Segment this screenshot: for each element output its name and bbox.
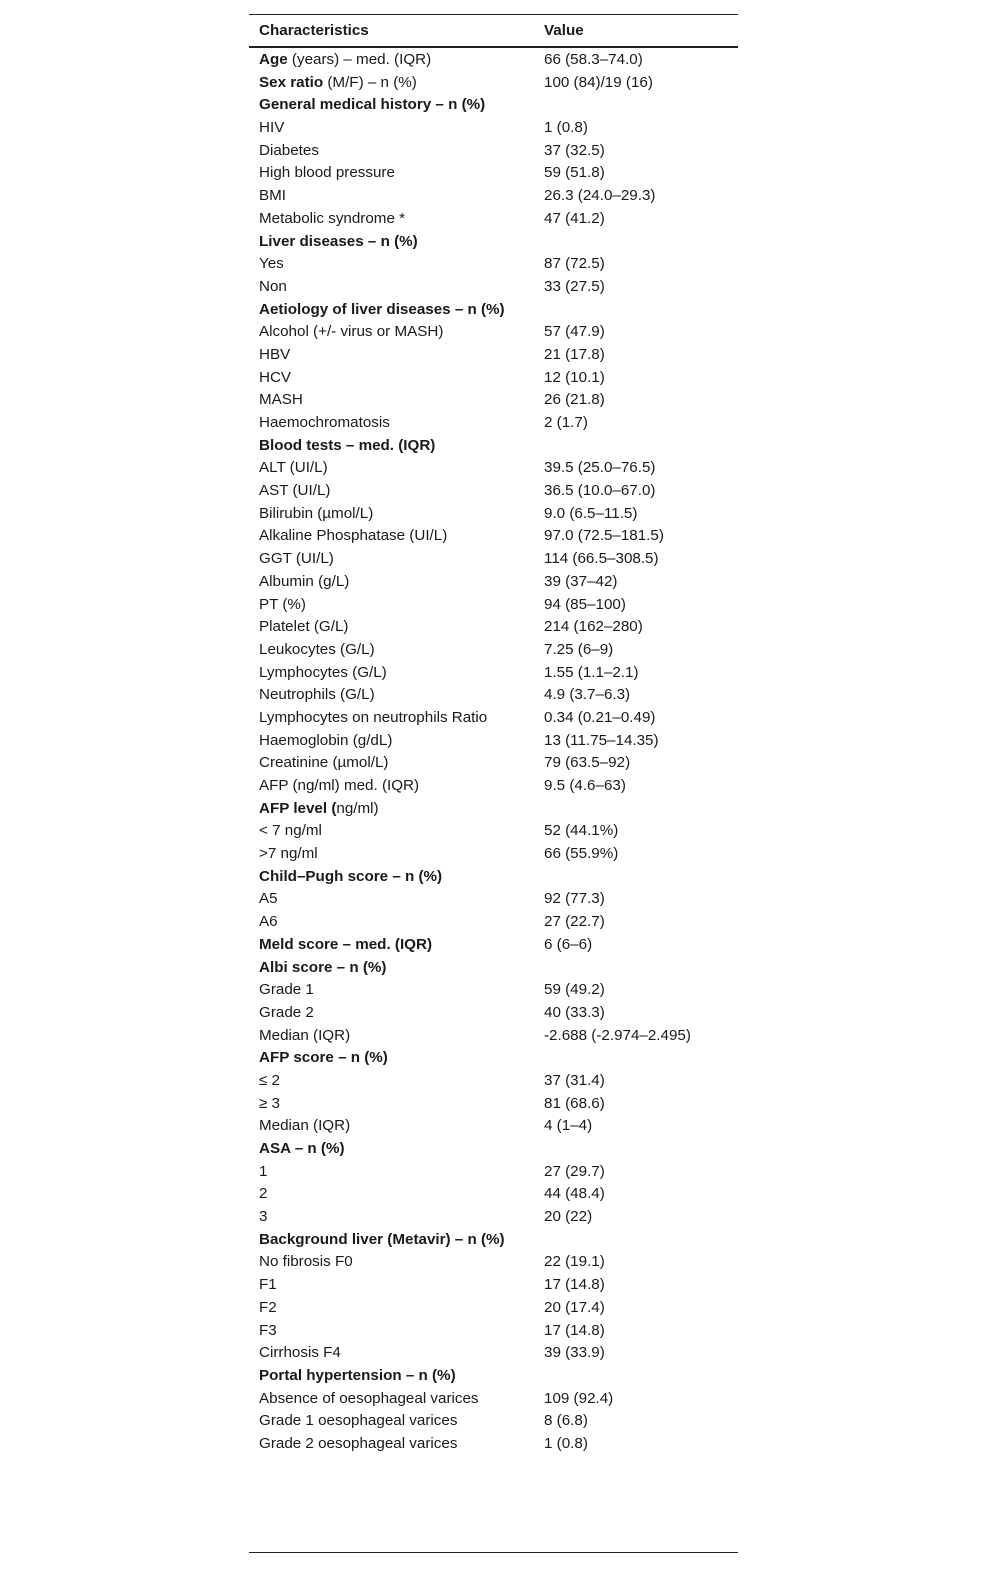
row-label [249, 94, 544, 117]
row-value [544, 1365, 738, 1388]
table-row [249, 389, 738, 412]
row-value [544, 866, 738, 889]
row-value [544, 1047, 738, 1070]
row-value [544, 1229, 738, 1252]
row-label [249, 1070, 544, 1093]
table-row [249, 1320, 738, 1343]
row-label [249, 140, 544, 163]
row-label [249, 1388, 544, 1411]
table-row [249, 435, 738, 458]
row-label-text: ALT (UI/L) [259, 459, 328, 477]
row-label-bold: Aetiology of liver diseases – n (%) [259, 300, 505, 318]
row-value: 39.5 (25.0–76.5) [544, 459, 656, 477]
table-row [249, 752, 738, 775]
row-label [249, 162, 544, 185]
table-row [249, 480, 738, 503]
row-label-text: A5 [259, 890, 278, 908]
row-label-bold: Sex ratio [259, 73, 324, 91]
table-row [249, 49, 738, 72]
table-row [249, 866, 738, 889]
row-label [249, 208, 544, 231]
row-label [249, 934, 544, 957]
table-row [249, 639, 738, 662]
row-label [249, 911, 544, 934]
table-row [249, 1274, 738, 1297]
row-label-text: A6 [259, 913, 278, 931]
row-value: 40 (33.3) [544, 1003, 605, 1021]
row-label-text: Cirrhosis F4 [259, 1344, 341, 1362]
row-label-text: AST (UI/L) [259, 482, 331, 500]
row-value: 12 (10.1) [544, 368, 605, 386]
row-label [249, 457, 544, 480]
row-label [249, 1433, 544, 1456]
row-label-text: Neutrophils (G/L) [259, 686, 375, 704]
row-value: 9.0 (6.5–11.5) [544, 504, 638, 522]
row-label-text: HIV [259, 119, 285, 137]
row-label-text: Median (IQR) [259, 1117, 351, 1135]
table-row [249, 662, 738, 685]
table-row [249, 344, 738, 367]
row-label-text: GGT (UI/L) [259, 550, 334, 568]
row-label [249, 1138, 544, 1161]
row-value: 94 (85–100) [544, 595, 626, 613]
row-value: 6 (6–6) [544, 935, 593, 953]
table-row [249, 457, 738, 480]
row-label [249, 117, 544, 140]
row-label [249, 480, 544, 503]
row-label [249, 548, 544, 571]
row-label [249, 525, 544, 548]
row-label [249, 752, 544, 775]
row-label-text: Absence of oesophageal varices [259, 1389, 479, 1407]
row-label-bold: Albi score – n (%) [259, 958, 387, 976]
row-value: 57 (47.9) [544, 323, 605, 341]
table-row [249, 140, 738, 163]
row-label-text: 1 [259, 1162, 268, 1180]
row-label-text: Metabolic syndrome * [259, 209, 406, 227]
row-label [249, 1183, 544, 1206]
header-characteristics: Characteristics [259, 22, 369, 39]
row-value: 26 (21.8) [544, 391, 605, 409]
row-value: 37 (32.5) [544, 141, 605, 159]
row-label [249, 1342, 544, 1365]
row-value: 1 (0.8) [544, 1434, 588, 1452]
table-body [249, 48, 738, 1456]
table-row [249, 1070, 738, 1093]
table-row [249, 1025, 738, 1048]
row-value: 17 (14.8) [544, 1276, 605, 1294]
row-label [249, 1365, 544, 1388]
row-value: 59 (49.2) [544, 981, 605, 999]
row-value: 1 (0.8) [544, 119, 588, 137]
table-row [249, 548, 738, 571]
row-label [249, 389, 544, 412]
row-label [249, 435, 544, 458]
table-row [249, 934, 738, 957]
row-label [249, 1206, 544, 1229]
row-label-text: Grade 2 [259, 1003, 314, 1021]
row-label-text: Alkaline Phosphatase (UI/L) [259, 527, 448, 545]
row-label [249, 253, 544, 276]
table-row [249, 1297, 738, 1320]
row-value: 27 (29.7) [544, 1162, 605, 1180]
header-value: Value [544, 22, 584, 39]
row-label-bold: Blood tests – med. (IQR) [259, 436, 436, 454]
table-header-row [249, 15, 738, 46]
row-value [544, 299, 738, 322]
table-row [249, 1410, 738, 1433]
row-label-text: 2 [259, 1185, 268, 1203]
table-row [249, 798, 738, 821]
row-label [249, 820, 544, 843]
row-value: 17 (14.8) [544, 1321, 605, 1339]
row-label-text: F2 [259, 1298, 277, 1316]
table-row [249, 412, 738, 435]
table-row [249, 730, 738, 753]
row-label-bold: AFP score – n (%) [259, 1049, 388, 1067]
table-row [249, 594, 738, 617]
table-row [249, 1365, 738, 1388]
row-label-bold: Portal hypertension – n (%) [259, 1366, 456, 1384]
row-label-text: Leukocytes (G/L) [259, 640, 375, 658]
row-label [249, 798, 544, 821]
row-value: 66 (55.9%) [544, 845, 619, 863]
table-row [249, 1138, 738, 1161]
row-label-text: HCV [259, 368, 292, 386]
table-row [249, 1433, 738, 1456]
row-value: 47 (41.2) [544, 209, 605, 227]
row-value: 79 (63.5–92) [544, 754, 631, 772]
row-label [249, 571, 544, 594]
row-label-text: Haemochromatosis [259, 414, 390, 431]
row-label [249, 866, 544, 889]
row-value: 114 (66.5–308.5) [544, 550, 659, 568]
row-value: 36.5 (10.0–67.0) [544, 482, 656, 500]
row-label-text: Lymphocytes on neutrophils Ratio [259, 708, 488, 726]
row-value [544, 1138, 738, 1161]
table-row [249, 979, 738, 1002]
table-row [249, 162, 738, 185]
row-value: 13 (11.75–14.35) [544, 731, 659, 749]
table-row [249, 321, 738, 344]
row-label-text: Median (IQR) [259, 1026, 351, 1044]
row-label [249, 888, 544, 911]
row-label [249, 707, 544, 730]
row-value: 66 (58.3–74.0) [544, 51, 643, 68]
table-row [249, 843, 738, 866]
row-label-text: ≥ 3 [259, 1094, 281, 1112]
row-value: 4.9 (3.7–6.3) [544, 686, 631, 704]
table-row [249, 367, 738, 390]
row-value: 22 (19.1) [544, 1253, 605, 1271]
row-label-text: Bilirubin (µmol/L) [259, 504, 374, 522]
table-row [249, 707, 738, 730]
row-label-text: PT (%) [259, 595, 306, 613]
table-row [249, 503, 738, 526]
row-value: 9.5 (4.6–63) [544, 777, 626, 794]
row-label-text: F3 [259, 1321, 277, 1339]
row-label-text: Albumin (g/L) [259, 572, 350, 590]
table-row [249, 571, 738, 594]
row-label-text: ng/ml) [336, 799, 379, 817]
row-label [249, 1161, 544, 1184]
table-row [249, 1002, 738, 1025]
row-label [249, 684, 544, 707]
row-label-bold: Age [259, 51, 288, 68]
row-label [249, 616, 544, 639]
row-label-bold: AFP level ( [259, 799, 337, 817]
row-label-text: < 7 ng/ml [259, 822, 322, 840]
table-row [249, 911, 738, 934]
table-row [249, 684, 738, 707]
row-value: 0.34 (0.21–0.49) [544, 708, 656, 726]
row-label [249, 1002, 544, 1025]
row-label-text: Lymphocytes (G/L) [259, 663, 387, 681]
row-value: 37 (31.4) [544, 1071, 605, 1089]
row-label-text: MASH [259, 391, 303, 409]
row-label-text: (years) – med. (IQR) [287, 51, 432, 68]
row-value: 100 (84)/19 (16) [544, 73, 653, 91]
characteristics-table [249, 14, 738, 1456]
row-label [249, 299, 544, 322]
row-label [249, 367, 544, 390]
row-label [249, 843, 544, 866]
row-value: 81 (68.6) [544, 1094, 605, 1112]
row-label-text: ≤ 2 [259, 1071, 281, 1089]
table-row [249, 299, 738, 322]
table-row [249, 1342, 738, 1365]
row-label [249, 185, 544, 208]
row-label-text: Non [259, 277, 287, 295]
row-value: 8 (6.8) [544, 1412, 588, 1430]
row-value: 26.3 (24.0–29.3) [544, 187, 656, 205]
row-label-text: Creatinine (µmol/L) [259, 754, 389, 772]
row-label [249, 639, 544, 662]
row-label-bold: ASA – n (%) [259, 1140, 345, 1157]
row-label [249, 321, 544, 344]
row-label-text: BMI [259, 187, 287, 205]
table-row [249, 231, 738, 254]
row-label [249, 662, 544, 685]
row-value: 97.0 (72.5–181.5) [544, 527, 664, 545]
row-label [249, 979, 544, 1002]
table-row [249, 1161, 738, 1184]
row-label [249, 231, 544, 254]
row-label [249, 957, 544, 980]
table-row [249, 888, 738, 911]
row-value [544, 957, 738, 980]
table-row [249, 525, 738, 548]
row-label-bold: General medical history – n (%) [259, 96, 486, 114]
row-value: 20 (17.4) [544, 1298, 605, 1316]
row-label [249, 730, 544, 753]
row-value: 7.25 (6–9) [544, 640, 614, 658]
row-label [249, 1093, 544, 1116]
row-label [249, 1251, 544, 1274]
row-label-text: Haemoglobin (g/dL) [259, 731, 393, 749]
table-row [249, 616, 738, 639]
row-label [249, 1297, 544, 1320]
table-bottom-rule [249, 1552, 738, 1553]
row-label-text: AFP (ng/ml) med. (IQR) [259, 777, 420, 794]
row-value: 4 (1–4) [544, 1117, 593, 1135]
table-row [249, 1251, 738, 1274]
row-value: 20 (22) [544, 1208, 593, 1226]
row-value: 1.55 (1.1–2.1) [544, 663, 639, 681]
row-label [249, 503, 544, 526]
row-value: 44 (48.4) [544, 1185, 605, 1203]
row-label-text: Grade 1 [259, 981, 314, 999]
row-label-text: (M/F) – n (%) [323, 73, 417, 91]
row-value: -2.688 (-2.974–2.495) [544, 1026, 691, 1044]
row-label-text: Alcohol (+/- virus or MASH) [259, 323, 444, 341]
row-value: 214 (162–280) [544, 618, 643, 636]
row-label [249, 1047, 544, 1070]
row-label [249, 1410, 544, 1433]
table-row [249, 94, 738, 117]
table-row [249, 957, 738, 980]
row-value [544, 435, 738, 458]
table-row [249, 276, 738, 299]
table-row [249, 1183, 738, 1206]
row-label-text: Grade 2 oesophageal varices [259, 1434, 458, 1452]
row-value: 92 (77.3) [544, 890, 605, 908]
table-row [249, 1206, 738, 1229]
row-label-text: Grade 1 oesophageal varices [259, 1412, 458, 1430]
row-label [249, 594, 544, 617]
row-value [544, 231, 738, 254]
row-label-bold: Meld score – med. (IQR) [259, 935, 433, 953]
row-value: 39 (37–42) [544, 572, 618, 590]
row-value: 21 (17.8) [544, 345, 605, 363]
table-row [249, 775, 738, 798]
row-label [249, 49, 544, 72]
row-label-text: F1 [259, 1276, 277, 1294]
row-label-text: Diabetes [259, 141, 319, 159]
row-value: 33 (27.5) [544, 277, 605, 295]
row-value: 27 (22.7) [544, 913, 605, 931]
row-value: 52 (44.1%) [544, 822, 619, 840]
row-label-text: 3 [259, 1208, 268, 1226]
row-label [249, 1320, 544, 1343]
table-row [249, 1115, 738, 1138]
table-row [249, 1093, 738, 1116]
row-label [249, 344, 544, 367]
row-label-text: >7 ng/ml [259, 845, 318, 863]
row-label [249, 72, 544, 95]
row-label-text: HBV [259, 345, 291, 363]
row-label [249, 1025, 544, 1048]
table-row [249, 1047, 738, 1070]
row-label-text: Platelet (G/L) [259, 618, 349, 636]
row-label [249, 1115, 544, 1138]
row-value [544, 94, 738, 117]
row-value: 87 (72.5) [544, 255, 605, 273]
table-row [249, 117, 738, 140]
row-label [249, 1274, 544, 1297]
row-label-text: Yes [259, 255, 284, 273]
row-label-bold: Child–Pugh score – n (%) [259, 867, 443, 885]
row-label [249, 412, 544, 435]
row-value: 59 (51.8) [544, 164, 605, 182]
row-value: 39 (33.9) [544, 1344, 605, 1362]
table-row [249, 820, 738, 843]
row-label-bold: Liver diseases – n (%) [259, 232, 418, 250]
row-value: 109 (92.4) [544, 1389, 614, 1407]
table-row [249, 185, 738, 208]
row-label-bold: Background liver (Metavir) – n (%) [259, 1230, 505, 1248]
row-label-text: High blood pressure [259, 164, 395, 182]
table-row [249, 1388, 738, 1411]
table-row [249, 72, 738, 95]
row-label [249, 276, 544, 299]
row-value [544, 798, 738, 821]
row-label [249, 775, 544, 798]
table-row [249, 208, 738, 231]
row-label-text: No fibrosis F0 [259, 1253, 353, 1271]
table-row [249, 1229, 738, 1252]
table-row [249, 253, 738, 276]
row-value: 2 (1.7) [544, 414, 588, 431]
row-label [249, 1229, 544, 1252]
